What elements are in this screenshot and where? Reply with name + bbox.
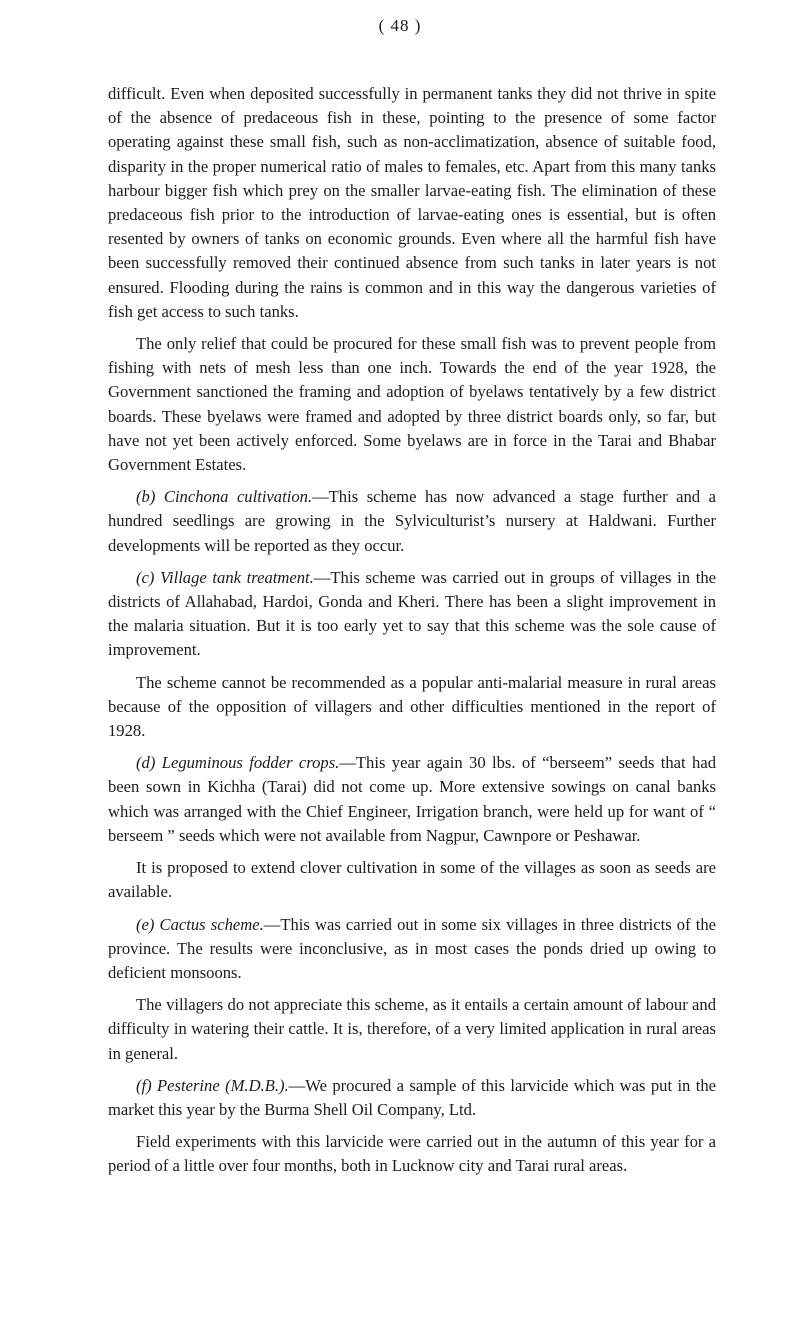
paragraph-text: difficult. Even when deposited successfully in permanent tanks they did not thrive in spite of the absence of predaceous fish in these, pointing to the presence of some factor operating against these small fish, such as non-acclimatization, absence of suitable food, disparity in the proper numerical ratio of males to females, etc. Apart from this many tanks harbour bigger fish which prey on the smaller larvae-eating fish. The elimination of these predaceous fish prior to the introduction of larvae-eating ones is essential, but is often resented by owners of tanks on economic grounds. Even where all the harmful fish have been successfully removed their continued absence from such tanks in later years is not ensured. Flooding during the rains is common and in this way the dangerous varieties of fish get access to such tanks. — [108, 84, 716, 321]
paragraph — [108, 671, 716, 744]
paragraph-text: Field experiments with this larvicide were carried out in the autumn of this year for a period of a little over four months, both in Lucknow city and Tarai rural areas. — [108, 1132, 716, 1176]
paragraph — [108, 332, 716, 477]
section-heading: (f) Pesterine (M.D.B.). — [136, 1075, 289, 1095]
paragraph-text: The scheme cannot be recommended as a popular anti-malarial measure in rural areas because of the opposition of villagers and other difficulties mentioned in the report of 1928. — [108, 672, 716, 741]
section-heading: (e) Cactus scheme. — [136, 914, 264, 934]
paragraph-text: —We procured a sample of this larvicide which was put in the market this year by the Burma Shell Oil Company, Ltd. — [108, 1075, 716, 1119]
paragraph — [108, 856, 716, 904]
paragraph-cactus — [108, 913, 716, 986]
paragraph-text: —This year again 30 lbs. of “berseem” seeds that had been sown in Kichha (Tarai) did not come up. More extensive sowings on canal banks which was arranged with the Chief Engineer, Irrigation branch, were held up for want of “ berseem ” seeds which were not available from Nagpur, Cawnpore or Peshawar. — [108, 753, 716, 845]
section-heading: (c) Village tank treatment. — [136, 567, 314, 587]
paragraph — [108, 82, 716, 324]
paragraph-text: —This scheme was carried out in groups of villages in the districts of Allahabad, Hardoi, Gonda and Kheri. There has been a slight improvement in the malaria situation. But it is too early yet to say that this scheme was the sole cause of improvement. — [108, 567, 716, 660]
paragraph — [108, 1130, 716, 1178]
paragraph-text: —This scheme has now advanced a stage further and a hundred seedlings are growing in the Sylviculturist’s nursery at Haldwani. Further developments will be reported as they occur. — [108, 487, 716, 555]
paragraph-pesterine — [108, 1074, 716, 1122]
paragraph — [108, 993, 716, 1066]
paragraph-text: The only relief that could be procured for these small fish was to prevent people from fishing with nets of mesh less than one inch. Towards the end of the year 1928, the Government sanctioned the framing and adoption of byelaws tentatively by a few district boards. These byelaws were framed and adopted by three district boards only, so far, but have not yet been actively enforced. Some byelaws are in force in the Tarai and Bhabar Government Estates. — [108, 334, 716, 475]
paragraph-text: The villagers do not appreciate this scheme, as it entails a certain amount of labour and difficulty in watering their cattle. It is, therefore, of a very limited application in rural areas in general. — [108, 995, 716, 1063]
paragraph-fodder — [108, 751, 716, 848]
page-number: ( 48 ) — [378, 16, 422, 35]
paragraph-text: It is proposed to extend clover cultivation in some of the villages as soon as seeds are available. — [108, 858, 716, 902]
body-text — [108, 82, 716, 1187]
paragraph-cinchona — [108, 485, 716, 558]
section-heading: (d) Leguminous fodder crops. — [136, 753, 340, 773]
paragraph-text: —This was carried out in some six villages in three districts of the province. The results were inconclusive, as in most cases the ponds dried up owing to deficient monsoons. — [108, 914, 717, 982]
paragraph-village-tank — [108, 566, 716, 663]
section-heading: (b) Cinchona cultivation. — [136, 487, 313, 507]
